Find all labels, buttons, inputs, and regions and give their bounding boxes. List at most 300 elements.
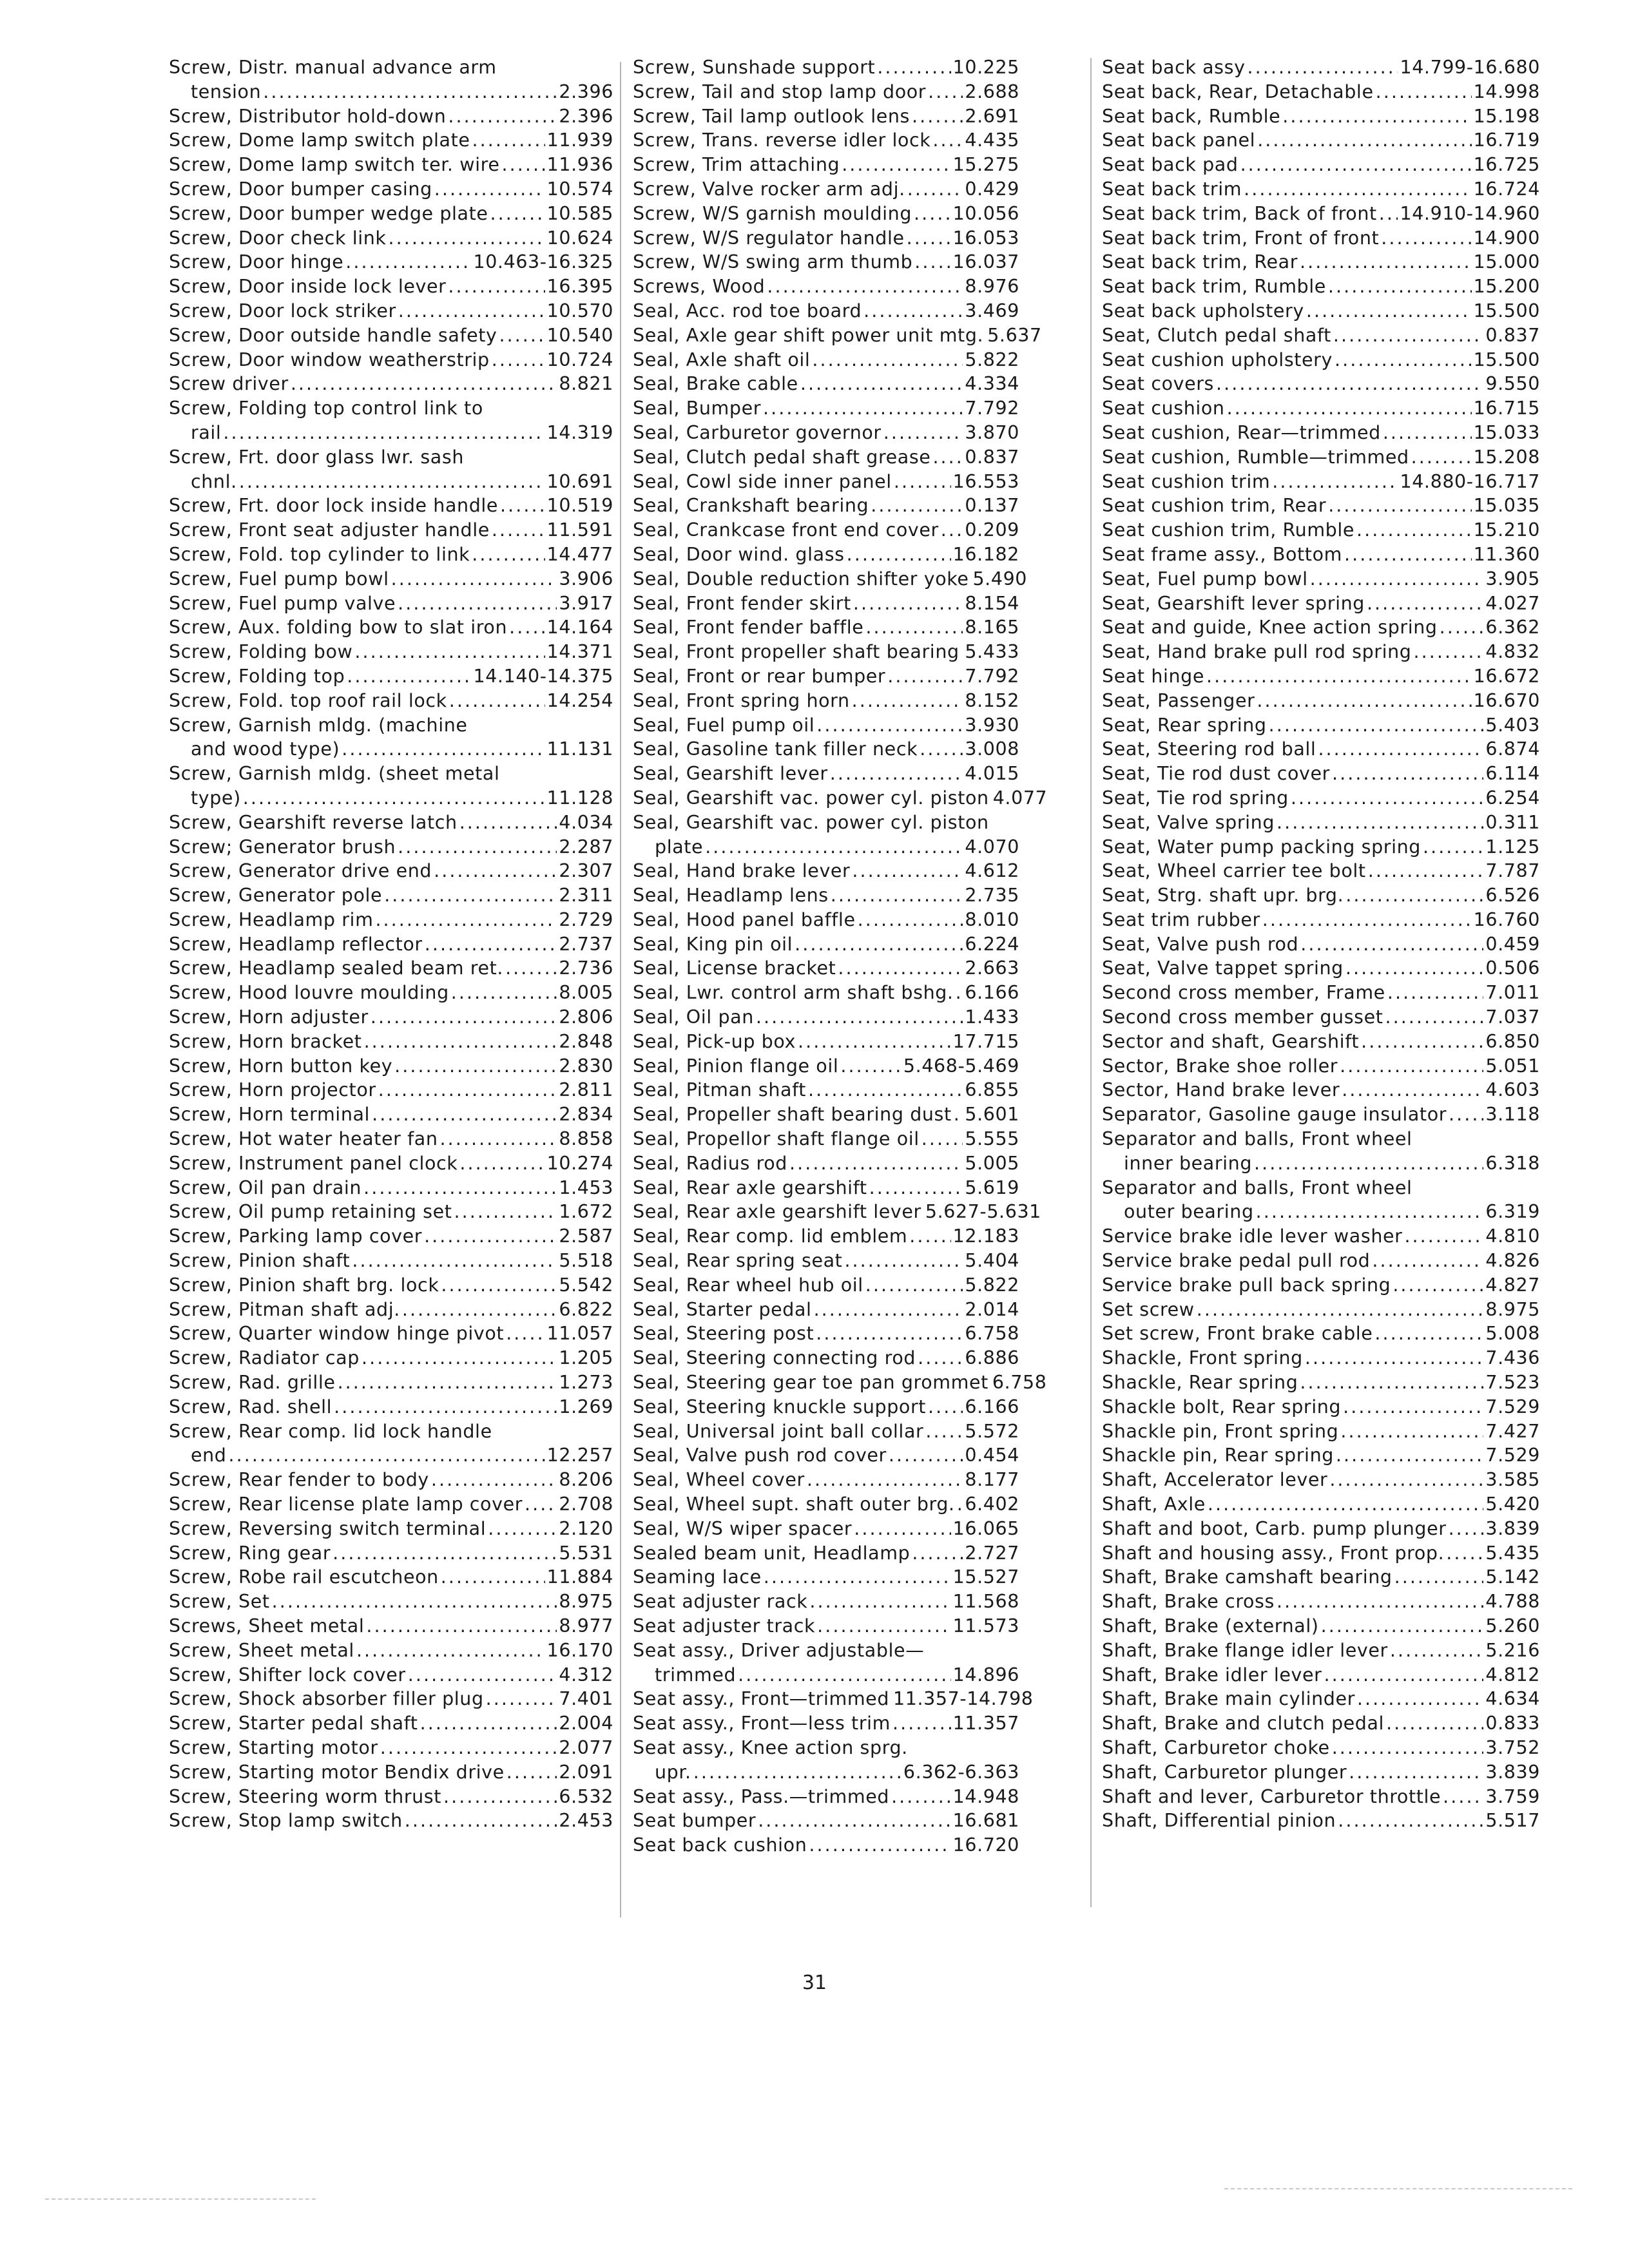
- index-entry: [1102, 762, 1540, 786]
- index-entry: [169, 421, 613, 445]
- dot-leader: [1305, 1346, 1484, 1370]
- dot-leader: [380, 1736, 557, 1760]
- entry-name: Seat cushion trim: [1102, 470, 1271, 492]
- dot-leader: [391, 567, 557, 591]
- entry-page-ref: 8.977: [559, 1615, 613, 1637]
- entry-name: Second cross member gusset: [1102, 1006, 1383, 1028]
- entry-page-ref: 8.975: [1485, 1298, 1540, 1320]
- index-entry: [169, 1127, 613, 1151]
- entry-page-ref: 2.307: [559, 860, 613, 882]
- entry-page-ref: 8.010: [965, 908, 1019, 930]
- entry-page-ref: 16.719: [1473, 130, 1540, 151]
- entry-page-ref: 5.490: [972, 568, 1028, 590]
- index-entry: [633, 1273, 1019, 1298]
- dot-leader: [764, 1565, 951, 1590]
- index-entry: [633, 956, 1019, 981]
- entry-name: Seat, Valve spring: [1102, 811, 1275, 833]
- entry-name: Screw, Distributor hold-down: [169, 105, 447, 127]
- index-entry: [1102, 494, 1540, 518]
- entry-name: Seat bumper: [633, 1810, 757, 1832]
- entry-name: Seat, Gearshift lever spring: [1102, 592, 1365, 614]
- entry-name: Shackle, Front spring: [1102, 1347, 1303, 1369]
- entry-page-ref: 5.619: [965, 1177, 1019, 1198]
- entry-name: Shaft, Brake flange idler lever: [1102, 1639, 1388, 1661]
- entry-name: trimmed: [655, 1664, 737, 1686]
- index-entry: [169, 55, 613, 80]
- index-entry: [633, 591, 1019, 616]
- dot-leader: [347, 664, 471, 689]
- entry-name: Screw, Starting motor: [169, 1736, 378, 1758]
- entry-name: Seat cushion trim, Rumble: [1102, 519, 1355, 541]
- entry-page-ref: 14.948: [952, 1785, 1019, 1807]
- dot-leader: [932, 128, 963, 153]
- entry-page-ref: 4.832: [1485, 641, 1540, 663]
- entry-page-ref: 6.822: [559, 1298, 613, 1320]
- index-entry: [169, 1151, 613, 1176]
- index-entry: [1102, 1443, 1540, 1468]
- dot-leader: [954, 1102, 963, 1127]
- dot-leader: [243, 786, 545, 811]
- dot-leader: [1197, 1298, 1484, 1322]
- dot-leader: [398, 591, 557, 616]
- dot-leader: [907, 177, 963, 202]
- entry-page-ref: 7.427: [1485, 1420, 1540, 1442]
- entry-page-ref: 1.205: [559, 1347, 613, 1369]
- entry-page-ref: 8.177: [965, 1469, 1019, 1491]
- entry-page-ref: 7.037: [1485, 1006, 1540, 1028]
- dot-leader: [1449, 1517, 1484, 1541]
- entry-name: Seal, King pin oil: [633, 933, 793, 955]
- index-entry: [633, 615, 1019, 640]
- entry-page-ref: 14.799-16.680: [1400, 57, 1540, 78]
- index-entry: [1102, 1663, 1540, 1687]
- index-entry: [169, 1102, 613, 1127]
- dot-leader: [763, 396, 963, 421]
- entry-page-ref: 6.362: [1485, 617, 1540, 639]
- entry-page-ref: 16.681: [952, 1810, 1019, 1832]
- dot-leader: [501, 153, 545, 177]
- dot-leader: [1244, 177, 1472, 202]
- entry-name: Seat hinge: [1102, 665, 1204, 687]
- entry-page-ref: 10.225: [952, 57, 1019, 78]
- entry-page-ref: 3.585: [1485, 1469, 1540, 1491]
- dot-leader: [1390, 1639, 1484, 1663]
- entry-page-ref: 15.198: [1473, 105, 1540, 127]
- index-entry: [1102, 932, 1540, 957]
- entry-page-ref: 5.518: [559, 1250, 613, 1272]
- index-entry: [1102, 177, 1540, 202]
- entry-name: Screw, Robe rail escutcheon: [169, 1566, 439, 1588]
- entry-name: Seal, Propellor shaft flange oil: [633, 1128, 920, 1150]
- entry-page-ref: 16.553: [952, 470, 1019, 492]
- dot-leader: [472, 128, 545, 153]
- dot-leader: [506, 1321, 545, 1346]
- dot-leader: [1343, 1395, 1483, 1419]
- entry-page-ref: 10.540: [546, 324, 613, 346]
- index-column-3: [1102, 55, 1540, 1833]
- dot-leader: [863, 299, 963, 323]
- entry-page-ref: 10.574: [546, 178, 613, 200]
- entry-name: Seat, Passenger: [1102, 689, 1255, 711]
- entry-page-ref: 3.870: [965, 421, 1019, 443]
- entry-page-ref: 5.260: [1485, 1615, 1540, 1637]
- entry-name: Screw, Sunshade support: [633, 57, 876, 78]
- dot-leader: [1257, 689, 1471, 713]
- index-entry: [1102, 591, 1540, 616]
- entry-name: Screw, Folding top: [169, 665, 345, 687]
- entry-name: Service brake pedal pull rod: [1102, 1250, 1371, 1272]
- index-entry: [1102, 1054, 1540, 1079]
- entry-page-ref: 14.910-14.960: [1400, 202, 1540, 224]
- entry-page-ref: 7.529: [1485, 1396, 1540, 1418]
- entry-page-ref: 10.274: [546, 1152, 613, 1174]
- entry-name: Sector, Hand brake lever: [1102, 1079, 1340, 1101]
- dot-leader: [509, 615, 545, 640]
- index-entry: [1102, 1760, 1540, 1785]
- index-entry: [1102, 981, 1540, 1005]
- dot-leader: [956, 981, 963, 1005]
- entry-name: Screw, W/S garnish moulding: [633, 202, 912, 224]
- dot-leader: [441, 1565, 545, 1590]
- entry-name: Screws, Sheet metal: [169, 1615, 365, 1637]
- entry-page-ref: 14.477: [546, 543, 613, 565]
- entry-page-ref: 10.691: [546, 470, 613, 492]
- index-entry: [633, 1614, 1019, 1639]
- entry-page-ref: 5.822: [965, 1274, 1019, 1296]
- entry-page-ref: 4.334: [965, 373, 1019, 395]
- dot-leader: [1262, 908, 1472, 932]
- index-entry: [169, 396, 613, 421]
- scan-edge-mark: [1224, 2188, 1572, 2189]
- entry-name: Seat, Strg. shaft upr. brg.: [1102, 885, 1344, 907]
- entry-page-ref: 6.532: [559, 1785, 613, 1807]
- entry-name: Seat assy., Driver adjustable—: [633, 1639, 925, 1661]
- entry-name: Screw, Quarter window hinge pivot: [169, 1323, 505, 1345]
- entry-page-ref: 2.830: [559, 1055, 613, 1077]
- entry-name: Screw, Stop lamp switch: [169, 1810, 403, 1832]
- index-entry: [169, 1541, 613, 1566]
- entry-page-ref: 11.936: [546, 154, 613, 176]
- dot-leader: [1227, 396, 1472, 421]
- dot-leader: [1321, 1614, 1484, 1639]
- index-entry: [633, 981, 1019, 1005]
- dot-leader: [812, 348, 963, 372]
- index-entry: [169, 932, 613, 957]
- entry-page-ref: 15.527: [952, 1566, 1019, 1588]
- index-entry: [633, 1785, 1019, 1809]
- dot-leader: [356, 1639, 545, 1663]
- dot-leader: [1381, 226, 1471, 251]
- entry-page-ref: 15.033: [1473, 421, 1540, 443]
- index-column-2: [633, 55, 1048, 1858]
- entry-name: Seal, License bracket: [633, 957, 836, 979]
- entry-page-ref: 4.826: [1485, 1250, 1540, 1272]
- entry-name: Seat back trim: [1102, 178, 1242, 200]
- entry-name: type): [191, 787, 241, 809]
- index-entry: [633, 1249, 1019, 1273]
- index-entry: [169, 1614, 613, 1639]
- dot-leader: [354, 640, 545, 664]
- dot-leader: [808, 1078, 963, 1102]
- entry-page-ref: 2.727: [965, 1542, 1019, 1564]
- entry-page-ref: 2.004: [559, 1713, 613, 1735]
- index-entry: [633, 1809, 1019, 1833]
- entry-page-ref: 5.142: [1485, 1566, 1540, 1588]
- index-entry: [169, 615, 613, 640]
- entry-page-ref: 7.792: [965, 665, 1019, 687]
- index-entry: [1102, 1078, 1540, 1102]
- index-entry: [169, 1736, 613, 1760]
- entry-page-ref: 2.811: [559, 1079, 613, 1101]
- entry-page-ref: 16.725: [1473, 154, 1540, 176]
- dot-leader: [1446, 1541, 1483, 1566]
- entry-name: Screw, Starting motor Bendix drive: [169, 1761, 505, 1783]
- index-entry: [1102, 250, 1540, 274]
- index-entry: [633, 445, 1019, 470]
- entry-page-ref: 2.120: [559, 1517, 613, 1539]
- entry-page-ref: 6.886: [965, 1347, 1019, 1369]
- index-entry: [633, 1054, 1019, 1079]
- entry-name: Seal, Radius rod: [633, 1152, 787, 1174]
- index-entry: [633, 883, 1019, 908]
- dot-leader: [1333, 323, 1484, 348]
- dot-leader: [816, 713, 963, 738]
- dot-leader: [847, 543, 951, 567]
- index-entry: [1102, 713, 1540, 738]
- index-entry: [633, 1078, 1019, 1102]
- entry-page-ref: 2.834: [559, 1104, 613, 1126]
- index-entry: [1102, 1005, 1540, 1030]
- dot-leader: [907, 226, 951, 251]
- index-entry: [1102, 1590, 1540, 1614]
- entry-page-ref: 6.758: [965, 1323, 1019, 1345]
- entry-name: Shaft, Brake (external): [1102, 1615, 1319, 1637]
- index-entry: [1102, 1395, 1540, 1419]
- dot-leader: [800, 372, 963, 396]
- entry-page-ref: 4.027: [1485, 592, 1540, 614]
- index-entry: [169, 202, 613, 226]
- index-entry: [633, 202, 1019, 226]
- entry-name: Shaft, Axle: [1102, 1494, 1206, 1515]
- index-entry: [169, 323, 613, 348]
- entry-name: Screw, Folding bow: [169, 641, 353, 663]
- dot-leader: [420, 1711, 557, 1736]
- entry-name: Seat, Valve push rod: [1102, 933, 1299, 955]
- dot-leader: [1387, 981, 1484, 1005]
- entry-name: Seat back trim, Back of front: [1102, 202, 1377, 224]
- index-entry: [633, 1298, 1019, 1322]
- entry-name: Seat cushion upholstery: [1102, 349, 1333, 370]
- entry-page-ref: 5.517: [1485, 1810, 1540, 1832]
- dot-leader: [852, 689, 963, 713]
- column-rule: [620, 62, 621, 1917]
- index-entry: [633, 1590, 1019, 1614]
- index-entry: [169, 640, 613, 664]
- index-entry: [169, 1760, 613, 1785]
- entry-name: Sealed beam unit, Headlamp: [633, 1542, 911, 1564]
- entry-name: Screw, Instrument panel clock: [169, 1152, 458, 1174]
- entry-page-ref: 4.312: [559, 1664, 613, 1686]
- dot-leader: [925, 1419, 963, 1444]
- entry-page-ref: 8.821: [559, 373, 613, 395]
- index-entry: [169, 811, 613, 835]
- entry-page-ref: 8.206: [559, 1469, 613, 1491]
- dot-leader: [505, 956, 557, 981]
- dot-leader: [798, 1030, 951, 1054]
- index-entry: [1102, 1687, 1540, 1711]
- index-entry: [1102, 1249, 1540, 1273]
- dot-leader: [1332, 762, 1483, 786]
- dot-leader: [1324, 1663, 1483, 1687]
- index-entry: [169, 835, 613, 860]
- index-entry: [1102, 567, 1540, 591]
- index-entry: [633, 518, 1019, 543]
- dot-leader: [693, 1760, 901, 1785]
- entry-name: Seal, Front spring horn: [633, 689, 850, 711]
- entry-name: Seal, Rear comp. lid emblem: [633, 1225, 908, 1247]
- entry-name: Seat adjuster track: [633, 1615, 816, 1637]
- index-entry: [169, 1321, 613, 1346]
- entry-name: Seal, Starter pedal: [633, 1298, 812, 1320]
- dot-leader: [858, 908, 963, 932]
- index-entry: [1102, 1200, 1540, 1224]
- entry-name: Seaming lace: [633, 1566, 762, 1588]
- dot-leader: [490, 202, 545, 226]
- entry-name: Screw, Oil pump retaining set: [169, 1201, 452, 1223]
- dot-leader: [342, 737, 545, 762]
- dot-leader: [789, 1151, 963, 1176]
- entry-page-ref: 8.152: [965, 689, 1019, 711]
- dot-leader: [807, 1468, 963, 1492]
- dot-leader: [1361, 1030, 1483, 1054]
- dot-leader: [1414, 640, 1484, 664]
- entry-name: Screw, Rear fender to body: [169, 1469, 429, 1491]
- entry-name: Seal, Front fender skirt: [633, 592, 851, 614]
- dot-leader: [816, 1321, 963, 1346]
- entry-page-ref: 11.357-14.798: [893, 1688, 1034, 1710]
- entry-page-ref: 3.839: [1485, 1761, 1540, 1783]
- entry-page-ref: 6.319: [1485, 1201, 1540, 1223]
- entry-name: Seal, Gearshift lever: [633, 763, 828, 785]
- dot-leader: [1328, 494, 1471, 518]
- entry-page-ref: 2.729: [559, 908, 613, 930]
- index-entry: [633, 226, 1019, 251]
- entry-name: Seat cushion: [1102, 398, 1225, 419]
- entry-page-ref: 2.396: [559, 81, 613, 102]
- dot-leader: [853, 591, 963, 616]
- entry-name: Seat back pad: [1102, 154, 1239, 176]
- entry-page-ref: 5.572: [965, 1420, 1019, 1442]
- dot-leader: [263, 80, 557, 104]
- dot-leader: [1310, 567, 1484, 591]
- entry-page-ref: 15.208: [1473, 446, 1540, 468]
- index-entry: [633, 80, 1019, 104]
- index-entry: [169, 713, 613, 738]
- entry-page-ref: 3.930: [965, 714, 1019, 736]
- entry-page-ref: 15.000: [1473, 251, 1540, 273]
- entry-name: Screw, Horn adjuster: [169, 1006, 369, 1028]
- dot-leader: [1240, 153, 1472, 177]
- index-entry: [169, 1395, 613, 1419]
- entry-page-ref: 10.724: [546, 349, 613, 370]
- index-entry: [1102, 348, 1540, 372]
- dot-leader: [1356, 518, 1472, 543]
- entry-name: Shackle, Rear spring: [1102, 1372, 1298, 1394]
- index-entry: [633, 1443, 1019, 1468]
- index-entry: [633, 713, 1019, 738]
- entry-name: Seal, Lwr. control arm shaft bshg.: [633, 982, 954, 1004]
- index-entry: [633, 1541, 1019, 1566]
- dot-leader: [398, 835, 557, 860]
- dot-leader: [488, 1517, 557, 1541]
- entry-name: Seal, Rear axle gearshift: [633, 1177, 867, 1198]
- entry-page-ref: 1.433: [965, 1006, 1019, 1028]
- index-entry: [1102, 1492, 1540, 1517]
- dot-leader: [809, 1590, 950, 1614]
- index-entry: [633, 1346, 1019, 1370]
- dot-leader: [371, 1005, 557, 1030]
- entry-name: chnl.: [191, 470, 237, 492]
- index-entry: [633, 664, 1019, 689]
- entry-page-ref: 1.453: [559, 1177, 613, 1198]
- entry-page-ref: 11.131: [546, 738, 613, 760]
- entry-name: Screw, Reversing switch terminal: [169, 1517, 487, 1539]
- entry-name: Shaft and boot, Carb. pump plunger: [1102, 1517, 1447, 1539]
- entry-name: Screw, Door check link: [169, 227, 387, 249]
- index-entry: [1102, 1346, 1540, 1370]
- entry-name: Shaft, Brake cross: [1102, 1591, 1275, 1613]
- dot-leader: [840, 1054, 901, 1079]
- entry-page-ref: 5.542: [559, 1274, 613, 1296]
- entry-page-ref: 11.591: [546, 519, 613, 541]
- index-entry: [633, 762, 1019, 786]
- index-entry: [169, 1809, 613, 1833]
- entry-page-ref: 0.837: [965, 446, 1019, 468]
- entry-page-ref: 10.585: [546, 202, 613, 224]
- entry-page-ref: 5.822: [965, 349, 1019, 370]
- entry-name: Seat back cushion: [633, 1834, 807, 1856]
- entry-page-ref: 12.257: [546, 1445, 613, 1466]
- index-entry: [633, 1224, 1019, 1249]
- entry-name: Screw, Rear license plate lamp cover: [169, 1494, 523, 1515]
- entry-page-ref: 0.837: [1485, 324, 1540, 346]
- entry-page-ref: 1.125: [1485, 836, 1540, 858]
- index-entry: [1102, 615, 1540, 640]
- entry-name: Shackle pin, Rear spring: [1102, 1445, 1334, 1466]
- entry-name: Seat back panel: [1102, 130, 1256, 151]
- entry-name: Seat, Clutch pedal shaft: [1102, 324, 1331, 346]
- dot-leader: [334, 1395, 557, 1419]
- index-entry: [633, 1395, 1019, 1419]
- index-entry: [1102, 786, 1540, 811]
- index-entry: [169, 104, 613, 129]
- dot-leader: [1383, 421, 1472, 445]
- entry-page-ref: 3.469: [965, 300, 1019, 322]
- dot-leader: [459, 1151, 545, 1176]
- entry-name: Screw, Distr. manual advance arm: [169, 57, 497, 78]
- entry-name: Screw, Hot water heater fan: [169, 1128, 438, 1150]
- index-entry: [633, 177, 1019, 202]
- entry-page-ref: 5.637: [987, 324, 1042, 346]
- entry-name: Screw, W/S swing arm thumb: [633, 251, 913, 273]
- entry-page-ref: 5.601: [965, 1104, 1019, 1126]
- dot-leader: [1248, 55, 1398, 80]
- entry-name: Seal, Wheel cover: [633, 1469, 805, 1491]
- index-entry: [1102, 1273, 1540, 1298]
- index-entry: [1102, 1321, 1540, 1346]
- dot-leader: [1404, 1224, 1483, 1249]
- dot-leader: [459, 811, 557, 835]
